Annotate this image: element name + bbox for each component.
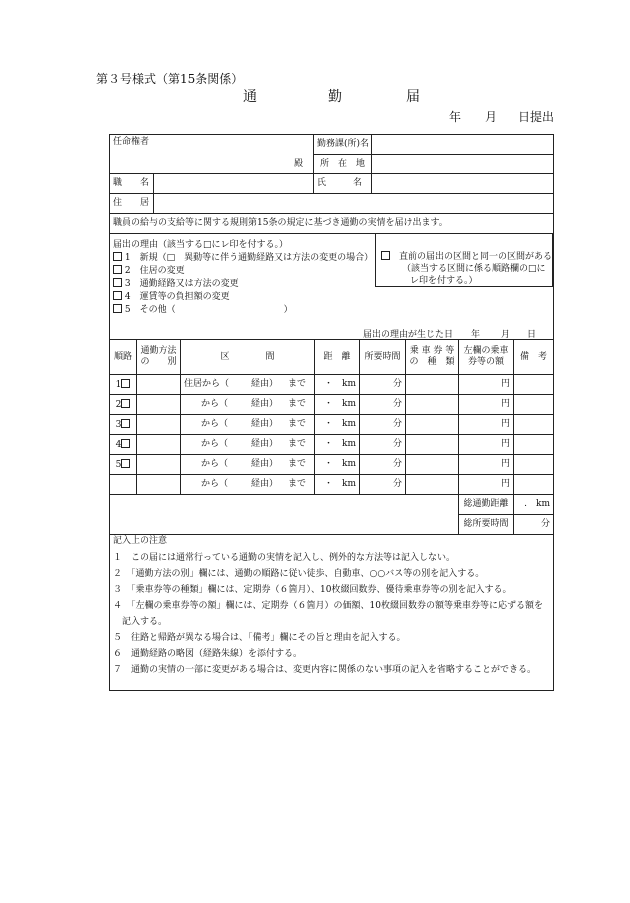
order-cell[interactable]: 2 <box>110 395 137 415</box>
note-line: ３ 「乗車券等の種類」欄には、定期券（６箇月）、10枚綴回数券、優待乗車券等の別を記入する。 <box>113 585 512 595</box>
employee-info-table <box>109 134 554 234</box>
method-field[interactable] <box>137 435 181 455</box>
route-row <box>110 475 554 495</box>
order-cell[interactable]: 4 <box>110 435 137 455</box>
residence-label: 住 居 <box>110 194 154 214</box>
ticket-amount-field[interactable]: 円 <box>459 395 514 415</box>
method-field[interactable] <box>137 395 181 415</box>
checkbox[interactable] <box>113 291 122 300</box>
checkbox[interactable] <box>121 379 130 388</box>
order-header: 順路 <box>110 340 137 375</box>
method-field[interactable] <box>137 475 181 495</box>
position-field[interactable] <box>154 174 314 194</box>
distance-header: 距 離 <box>315 340 360 375</box>
occurred-date-label: 届出の理由が生じた日 <box>363 330 454 340</box>
order-cell[interactable]: 1 <box>110 375 137 395</box>
title-char: 通 <box>243 89 257 105</box>
form-number: 第３号様式（第15条関係） <box>96 72 244 86</box>
dept-field[interactable] <box>372 135 554 155</box>
appointer-cell[interactable] <box>110 135 314 174</box>
checkbox[interactable] <box>113 278 122 287</box>
statement: 職員の給与の支給等に関する規則第15条の規定に基づき通勤の実情を届け出ます。 <box>110 214 554 234</box>
note-line: 記入する。 <box>113 617 168 627</box>
route-row <box>110 395 554 415</box>
checkbox[interactable] <box>113 265 122 274</box>
total-time-field[interactable]: 分 <box>514 515 554 535</box>
checkbox[interactable] <box>121 459 130 468</box>
checkbox[interactable] <box>121 419 130 428</box>
ticket-amount-header: 左欄の乗車 券等の額 <box>459 340 514 375</box>
location-field[interactable] <box>372 155 554 174</box>
ticket-amount-field[interactable]: 円 <box>459 375 514 395</box>
reason-item[interactable]: 5 その他（ ） <box>113 302 293 315</box>
title-char: 届 <box>406 89 420 105</box>
dept-label: 勤務課(所)名 <box>314 135 372 155</box>
location-label: 所 在 地 <box>314 155 372 174</box>
reason-item[interactable]: 1 新規（□ 異動等に伴う通勤経路又は方法の変更の場合） <box>113 250 373 263</box>
year-label: 年 <box>449 110 462 124</box>
method-field[interactable] <box>137 375 181 395</box>
name-label: 氏 名 <box>314 174 372 194</box>
reason-item[interactable]: 3 通勤経路又は方法の変更 <box>113 276 239 289</box>
notes-heading: 記入上の注意 <box>113 536 168 546</box>
section-field[interactable]: から（ 経由） まで <box>181 395 315 415</box>
time-field[interactable]: 分 <box>360 375 406 395</box>
section-field[interactable]: から（ 経由） まで <box>181 435 315 455</box>
remarks-header: 備 考 <box>514 340 554 375</box>
distance-field[interactable]: ・ km <box>315 375 360 395</box>
order-cell[interactable] <box>110 475 137 495</box>
note-line: ７ 通勤の実情の一部に変更がある場合は、変更内容に関係のない事項の記入を省略することができる。 <box>113 665 537 675</box>
checkbox[interactable] <box>121 439 130 448</box>
ticket-amount-field[interactable]: 円 <box>459 415 514 435</box>
checkbox[interactable] <box>113 252 122 261</box>
reason-item[interactable]: 2 住居の変更 <box>113 263 185 276</box>
appointer-label: 任命権者 <box>113 137 150 147</box>
residence-field[interactable] <box>154 194 554 214</box>
route-row <box>110 435 554 455</box>
section-header: 区 間 <box>181 340 315 375</box>
total-time-label: 総所要時間 <box>459 515 514 535</box>
time-field[interactable]: 分 <box>360 435 406 455</box>
reason-section <box>109 233 553 340</box>
order-cell[interactable]: 5 <box>110 455 137 475</box>
ticket-type-header: 乗 車 券 等 の 種 類 <box>406 340 459 375</box>
remarks-field[interactable] <box>514 455 554 475</box>
method-header: 通勤方法 の 別 <box>137 340 181 375</box>
route-table <box>109 339 554 535</box>
ticket-type-field[interactable] <box>406 375 459 395</box>
time-field[interactable]: 分 <box>360 455 406 475</box>
remarks-field[interactable] <box>514 475 554 495</box>
ticket-type-field[interactable] <box>406 415 459 435</box>
distance-field[interactable]: ・ km <box>315 395 360 415</box>
checkbox[interactable] <box>121 399 130 408</box>
distance-field[interactable]: ・ km <box>315 475 360 495</box>
route-row <box>110 415 554 435</box>
section-field[interactable]: から（ 経由） まで <box>181 475 315 495</box>
distance-field[interactable]: ・ km <box>315 455 360 475</box>
time-field[interactable]: 分 <box>360 475 406 495</box>
route-row <box>110 375 554 395</box>
order-cell[interactable]: 3 <box>110 415 137 435</box>
reason-heading: 届出の理由（該当する□にレ印を付する。） <box>113 240 289 250</box>
route-row <box>110 455 554 475</box>
honorific: 殿 <box>294 159 304 170</box>
ticket-type-field[interactable] <box>406 395 459 415</box>
same-route-line: レ印を付する。） <box>410 276 478 286</box>
note-line: ２ 「通勤方法の別」欄には、通勤の順路に従い徒歩、自動車、○○バス等の別を記入する。 <box>113 569 485 579</box>
month-label: 月 <box>485 110 498 124</box>
section-field[interactable]: 住居から（ 経由） まで <box>181 375 315 395</box>
ticket-type-field[interactable] <box>406 435 459 455</box>
ticket-amount-field[interactable]: 円 <box>459 435 514 455</box>
checkbox[interactable] <box>113 304 122 313</box>
occurred-year: 年 <box>471 330 481 340</box>
ticket-type-field[interactable] <box>406 455 459 475</box>
ticket-type-field[interactable] <box>406 475 459 495</box>
ticket-amount-field[interactable]: 円 <box>459 455 514 475</box>
occurred-day: 日 <box>527 330 537 340</box>
submit-day-label: 日提出 <box>518 110 555 124</box>
total-distance-label: 総通勤距離 <box>459 495 514 515</box>
remarks-field[interactable] <box>514 415 554 435</box>
note-line: ５ 往路と帰路が異なる場合は、「備考」欄にその旨と理由を記入する。 <box>113 633 406 643</box>
checkbox[interactable] <box>381 251 390 260</box>
reason-item[interactable]: 4 運賃等の負担額の変更 <box>113 289 230 302</box>
remarks-field[interactable] <box>514 375 554 395</box>
same-route-line: （該当する区間に係る順路欄の□に <box>402 264 546 274</box>
name-field[interactable] <box>372 174 554 194</box>
note-line: ６ 通勤経路の略図（経路朱線）を添付する。 <box>113 649 303 659</box>
remarks-field[interactable] <box>514 395 554 415</box>
note-line: ４ 「左欄の乗車券等の額」欄には、定期券（６箇月）の価額、10枚綴回数券の額等乗車券等に応ずる額を <box>113 601 543 611</box>
totals-blank <box>110 495 459 535</box>
title-char: 勤 <box>328 89 342 105</box>
position-label: 職 名 <box>110 174 154 194</box>
method-field[interactable] <box>137 415 181 435</box>
occurred-month: 月 <box>501 330 511 340</box>
section-field[interactable]: から（ 経由） まで <box>181 415 315 435</box>
note-line: １ この届には通常行っている通勤の実情を記入し、例外的な方法等は記入しない。 <box>113 553 456 563</box>
time-field[interactable]: 分 <box>360 415 406 435</box>
same-route-line[interactable]: 直前の届出の区間と同一の区間がある <box>381 249 552 262</box>
distance-field[interactable]: ・ km <box>315 435 360 455</box>
method-field[interactable] <box>137 455 181 475</box>
time-header: 所要時間 <box>360 340 406 375</box>
distance-field[interactable]: ・ km <box>315 415 360 435</box>
section-field[interactable]: から（ 経由） まで <box>181 455 315 475</box>
ticket-amount-field[interactable]: 円 <box>459 475 514 495</box>
time-field[interactable]: 分 <box>360 395 406 415</box>
total-distance-field[interactable]: . km <box>514 495 554 515</box>
remarks-field[interactable] <box>514 435 554 455</box>
